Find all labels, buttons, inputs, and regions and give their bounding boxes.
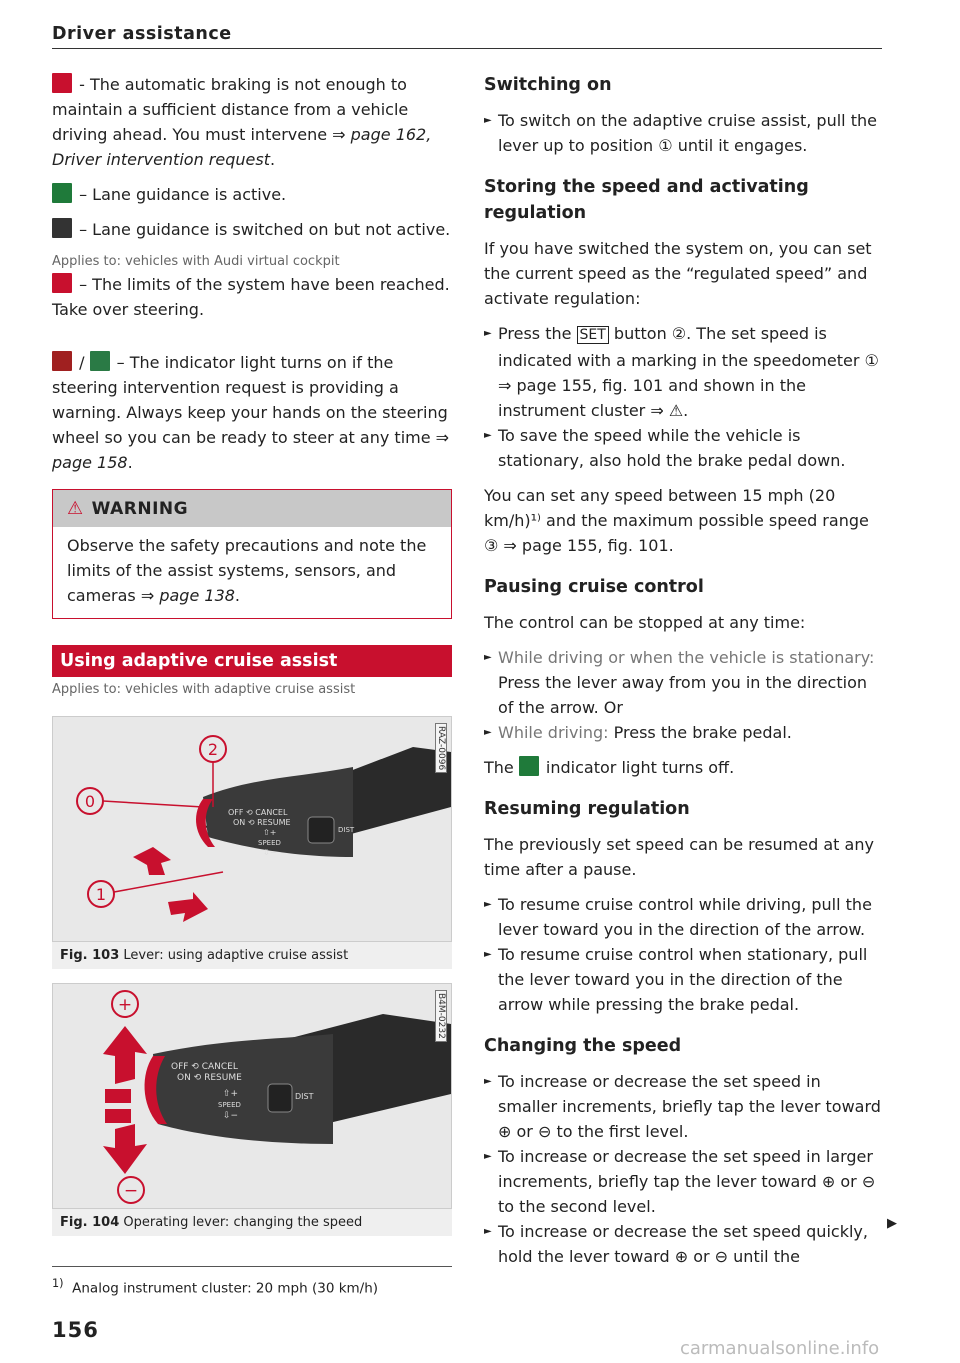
paragraph-steering: / – The indicator light turns on if the steering intervention request is providing a warning. Always keep your hands on the steering wheel so you can be ready to steer at any time ⇒ page 158. xyxy=(52,353,450,472)
warning-box xyxy=(52,489,452,619)
paragraph-indicator-off: The indicator light turns off. xyxy=(484,758,735,777)
warning-text: Observe the safety precautions and note the limits of the assist systems, sensors, and cameras ⇒ page 138. xyxy=(67,536,427,605)
lane-guidance-inactive-icon xyxy=(52,218,72,238)
svg-text:OFF ⟲ CANCEL: OFF ⟲ CANCEL xyxy=(228,808,288,817)
svg-text:+: + xyxy=(117,995,133,1015)
page-header xyxy=(52,24,882,49)
heading-changing-speed: Changing the speed xyxy=(484,1036,682,1056)
heading-resuming: Resuming regulation xyxy=(484,799,690,819)
applies-cruise-assist: Applies to: vehicles with adaptive cruise assist xyxy=(52,682,356,697)
figure-103 xyxy=(52,716,452,942)
bullet-pause-brake: ► While driving: Press the brake pedal. xyxy=(484,720,884,745)
paragraph-storing-intro: If you have switched the system on, you can set the current speed as the “regulated speed” and activate regulation: xyxy=(484,239,872,308)
footnote: $^{1)}$ Analog instrument cluster: 20 mph (30 km/h) xyxy=(52,1266,452,1297)
svg-text:⇩−: ⇩− xyxy=(263,848,277,857)
lever-illustration xyxy=(53,717,451,941)
right-column xyxy=(484,72,884,1269)
left-column xyxy=(52,72,452,1236)
svg-text:2: 2 xyxy=(207,740,219,759)
paragraph-resume-intro: The previously set speed can be resumed at any time after a pause. xyxy=(484,835,874,879)
lever-speed-illustration xyxy=(53,984,451,1208)
steering-wheel-red-icon xyxy=(52,351,72,371)
bullet-change-quick: ► To increase or decrease the set speed quickly, hold the lever toward ⊕ or ⊖ until the xyxy=(484,1219,884,1269)
applies-virtual-cockpit: Applies to: vehicles with Audi virtual cockpit xyxy=(52,254,340,269)
lane-limit-icon xyxy=(52,273,72,293)
warning-triangle-icon: ⚠ xyxy=(67,498,84,519)
svg-text:ON ⟲ RESUME: ON ⟲ RESUME xyxy=(233,818,291,827)
figure-104-caption: Fig. 104 Operating lever: changing the speed xyxy=(52,1209,452,1236)
link-page-162[interactable]: ⇒ page 162, Driver intervention request xyxy=(52,125,432,169)
steering-wheel-green-icon xyxy=(90,351,110,371)
svg-text:DIST: DIST xyxy=(295,1092,314,1101)
svg-text:ON ⟲ RESUME: ON ⟲ RESUME xyxy=(177,1073,242,1083)
svg-text:OFF ⟲ CANCEL: OFF ⟲ CANCEL xyxy=(171,1062,238,1072)
paragraph-lane-inactive: – Lane guidance is switched on but not active. xyxy=(52,217,452,242)
heading-switching-on: Switching on xyxy=(484,75,612,95)
figure-104-code: B4M-0232 xyxy=(435,990,447,1042)
svg-text:SPEED: SPEED xyxy=(258,839,281,847)
figure-103-caption: Fig. 103 Lever: using adaptive cruise assist xyxy=(52,942,452,969)
link-page-138[interactable]: ⇒ page 138 xyxy=(140,586,235,605)
paragraph-limits: – The limits of the system have been reached. Take over steering. xyxy=(52,275,450,319)
svg-text:DIST: DIST xyxy=(338,826,355,834)
paragraph-pausing-intro: The control can be stopped at any time: xyxy=(484,613,806,632)
heading-pausing: Pausing cruise control xyxy=(484,577,704,597)
watermark: carmanualsonline.info xyxy=(680,1338,880,1359)
bullet-change-large: ► To increase or decrease the set speed in larger increments, briefly tap the lever toward ⊕ or ⊖ to the second level. xyxy=(484,1144,884,1219)
svg-text:⇩−: ⇩− xyxy=(223,1111,239,1121)
paragraph-lane-active: – Lane guidance is active. xyxy=(52,182,452,207)
figure-104 xyxy=(52,983,452,1209)
link-page-158[interactable]: ⇒ page 158 xyxy=(52,428,450,472)
set-key: SET xyxy=(577,326,609,344)
svg-text:⇧+: ⇧+ xyxy=(263,828,277,837)
page-number: 156 xyxy=(52,1318,99,1342)
svg-text:⇧+: ⇧+ xyxy=(223,1089,239,1099)
svg-text:SPEED: SPEED xyxy=(218,1101,241,1109)
bullet-switch-on: ► To switch on the adaptive cruise assist, pull the lever up to position ① until it engages. xyxy=(484,108,884,158)
bullet-pause-lever: ► While driving or when the vehicle is stationary: Press the lever away from you in the direction of the arrow. Or xyxy=(484,645,884,720)
paragraph-brake: - The automatic braking is not enough to maintain a sufficient distance from a vehicle driving ahead. You must intervene ⇒ page 162, Driver intervention request. xyxy=(52,75,432,169)
bullet-stationary-save: ► To save the speed while the vehicle is stationary, also hold the brake pedal down. xyxy=(484,423,884,473)
section-title: Driver assistance xyxy=(52,24,232,44)
warning-body xyxy=(53,527,451,618)
bullet-press-set: ► Press the SET button ②. The set speed is indicated with a marking in the speedometer ① ⇒ page 155, fig. 101 and shown in the instrument cluster ⇒ ⚠. xyxy=(484,321,884,423)
paragraph-speed-range: You can set any speed between 15 mph (20 km/h)¹⁾ and the maximum possible speed range ③ ⇒ page 155, fig. 101. xyxy=(484,486,869,555)
cruise-indicator-icon xyxy=(519,756,539,776)
svg-text:−: − xyxy=(123,1181,139,1201)
figure-103-code: RAZ-0096 xyxy=(435,723,447,773)
brake-warning-icon xyxy=(52,73,72,93)
svg-text:0: 0 xyxy=(84,792,96,811)
bullet-resume-stationary: ► To resume cruise control when stationary, pull the lever toward you in the direction of the arrow while pressing the brake pedal. xyxy=(484,942,884,1017)
svg-text:1: 1 xyxy=(95,885,107,904)
continue-arrow-icon: ▶ xyxy=(887,1216,897,1231)
warning-header: ⚠ WARNING xyxy=(53,490,451,527)
heading-storing-speed: Storing the speed and activating regulation xyxy=(484,177,809,223)
section-heading-bar: Using adaptive cruise assist xyxy=(52,645,452,677)
bullet-resume-driving: ► To resume cruise control while driving, pull the lever toward you in the direction of the arrow. xyxy=(484,892,884,942)
bullet-change-small: ► To increase or decrease the set speed in smaller increments, briefly tap the lever toward ⊕ or ⊖ to the first level. xyxy=(484,1069,884,1144)
lane-guidance-active-icon xyxy=(52,183,72,203)
